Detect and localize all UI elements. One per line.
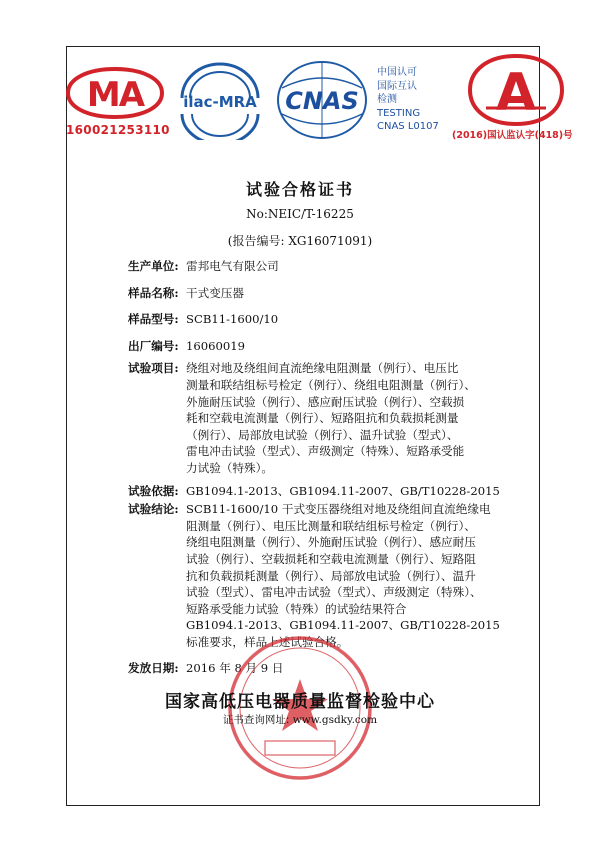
field-manufacturer — [128, 258, 528, 275]
certificate-title: 试验合格证书 — [245, 180, 354, 199]
field-value: 干式变压器 — [186, 285, 244, 300]
text-line: 雷电冲击试验（型式）、声级测定（特殊）、短路承受能 — [186, 444, 465, 459]
cnas-text-block — [377, 66, 457, 134]
website-label: 证书查询网址: — [222, 714, 290, 726]
ilac-mra-logo-icon — [170, 58, 270, 140]
field-label: 试验项目: — [128, 361, 179, 376]
field-test-basis — [128, 483, 528, 500]
field-value: GB1094.1-2013、GB1094.11-2007、GB/T10228-2015 — [186, 483, 500, 498]
text-line: 测量和联结组标号检定（例行）、绕组电阻测量（例行）、 — [186, 377, 476, 392]
text-line: 试验（型式）、雷电冲击试验（型式）、声级测定（特殊）、 — [186, 585, 482, 600]
text-line: 抗和负载损耗测量（例行）、局部放电试验（例行）、温升 — [186, 568, 476, 583]
text-line: 短路承受能力试验（特殊）的试验结果符合 — [186, 601, 407, 616]
cma-logo-icon — [63, 63, 168, 123]
field-label: 出厂编号: — [128, 338, 179, 353]
text-line: （例行）、局部放电试验（例行）、温升试验（型式）、 — [186, 427, 459, 442]
field-value: SCB11-1600/10 — [186, 312, 279, 327]
website-line — [0, 712, 600, 727]
cnas-logo-icon — [272, 58, 372, 142]
cal-code: (2016)国认监认字(418)号 — [452, 130, 573, 141]
cnas-line-5: CNAS L0107 — [377, 121, 439, 132]
cma-code: 160021253110 — [66, 123, 170, 137]
field-serial-no — [128, 338, 528, 355]
field-conclusion — [128, 501, 528, 650]
text-line: 耗和空载电流测量（例行）、短路阻抗和负载损耗测量 — [186, 411, 459, 426]
text-line: 外施耐压试验（例行）、感应耐压试验（例行）、空载损 — [186, 394, 465, 409]
cnas-line-1: 中国认可 — [377, 67, 417, 78]
field-label: 试验结论: — [128, 502, 179, 517]
text-line: 阻测量（例行）、电压比测量和联结组标号检定（例行）、 — [186, 518, 476, 533]
field-label: 试验依据: — [128, 483, 179, 498]
field-value: 16060019 — [186, 338, 246, 353]
cal-logo-icon — [466, 52, 566, 128]
field-sample-model — [128, 311, 528, 328]
svg-text:CNAS: CNAS — [285, 87, 359, 115]
svg-text:MA: MA — [86, 75, 144, 115]
text-line: 绕组电阻测量（例行）、外施耐压试验（例行）、感应耐压 — [186, 535, 476, 550]
cnas-line-3: 检测 — [377, 94, 397, 105]
organization-name: 国家高低压电器质量监督检验中心 — [165, 692, 435, 712]
field-test-items — [128, 360, 528, 476]
website-link[interactable]: www.gsdky.com — [292, 714, 378, 726]
certificate-number: No:NEIC/T-16225 — [246, 207, 354, 221]
field-sample-name — [128, 285, 528, 302]
field-label: 生产单位: — [128, 259, 179, 273]
svg-text:A: A — [495, 63, 537, 123]
field-value: 雷邦电气有限公司 — [186, 259, 279, 273]
certificate-body — [128, 258, 528, 683]
cnas-line-4: TESTING — [377, 107, 421, 119]
cnas-line-2: 国际互认 — [377, 80, 417, 92]
svg-text:ilac-MRA: ilac-MRA — [183, 93, 257, 111]
text-line: SCB11-1600/10 干式变压器绕组对地及绕组间直流绝缘电 — [186, 502, 491, 517]
text-line: 绕组对地及绕组间直流绝缘电阻测量（例行）、电压比 — [186, 361, 459, 376]
logo-row — [0, 0, 600, 160]
field-value: 2016 年 8 月 9 日 — [186, 661, 284, 676]
report-number: (报告编号: XG16071091) — [227, 234, 373, 248]
text-line: 力试验（特殊）。 — [186, 460, 273, 475]
text-line: 标准要求，样品上述试验合格。 — [186, 634, 349, 649]
field-label: 样品名称: — [128, 285, 179, 300]
text-line: GB1094.1-2013、GB1094.11-2007、GB/T10228-2015 — [186, 618, 500, 633]
field-label: 发放日期: — [128, 661, 179, 676]
field-label: 样品型号: — [128, 312, 179, 327]
text-line: 试验（例行）、空载损耗和空载电流测量（例行）、短路阻 — [186, 551, 476, 566]
